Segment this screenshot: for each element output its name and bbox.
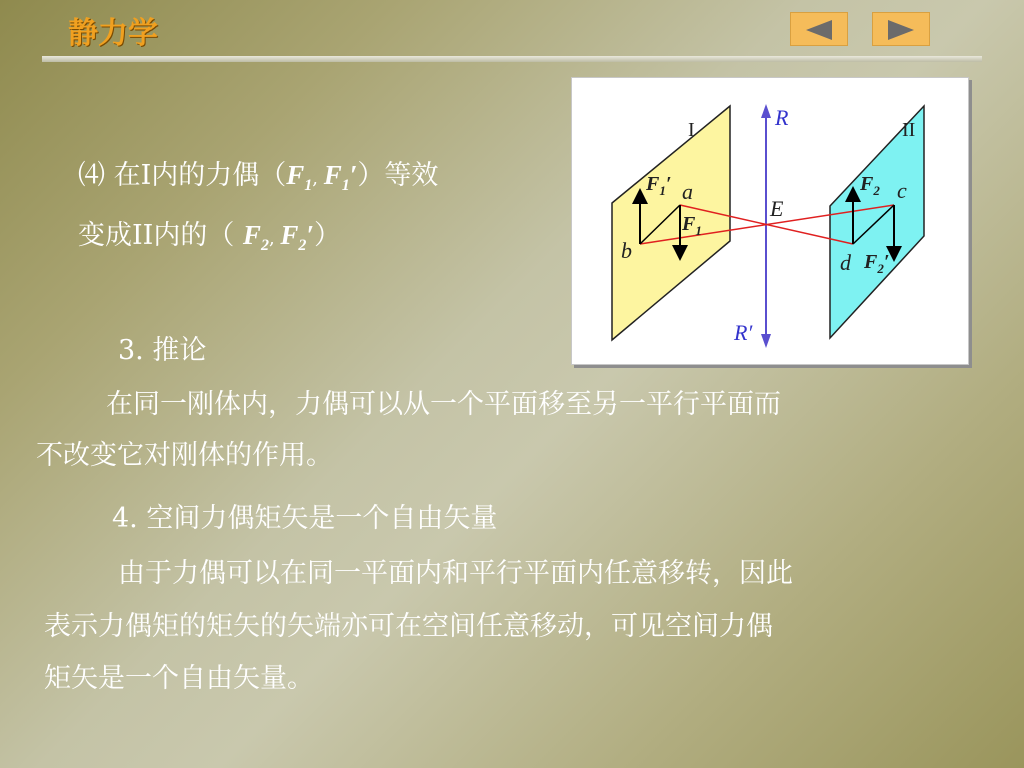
section3-heading: 3. 推论 <box>118 335 207 366</box>
next-button[interactable] <box>872 12 930 46</box>
section4-line1: 由于力偶可以在同一平面内和平行平面内任意移转，因此 <box>118 558 793 589</box>
force-couple-diagram <box>571 77 969 365</box>
right-triangle-icon <box>884 18 918 42</box>
previous-button[interactable] <box>790 12 848 46</box>
item4-line2 <box>78 216 341 265</box>
page-title: 静力学 <box>68 16 158 51</box>
f1-symbol: F <box>286 160 305 190</box>
c-label: c <box>897 178 907 203</box>
section3-line2: 不改变它对刚体的作用。 <box>36 440 333 471</box>
f2-prime-symbol: F <box>280 220 299 250</box>
axis-arrow-up <box>761 104 771 118</box>
R-prime-label: R′ <box>734 320 753 345</box>
f1-subscript: 1 <box>304 177 313 194</box>
F2-label: $F_2$ <box>860 173 880 198</box>
d-label: d <box>840 250 851 275</box>
item4-line2-prefix: 变成II内的（ <box>78 220 243 251</box>
item4-line1 <box>78 156 438 205</box>
separator: , <box>268 228 281 249</box>
F2-prime-label: $F_2'$ <box>864 251 890 276</box>
a-label: a <box>682 179 693 204</box>
item4-line2-suffix: ） <box>314 220 341 251</box>
section3-line1: 在同一刚体内，力偶可以从一个平面移至另一平行平面而 <box>106 389 781 420</box>
F1-prime-label: $F_1'$ <box>646 173 672 198</box>
f1-prime-symbol: F <box>323 160 342 190</box>
prime-mark: ′ <box>349 160 358 190</box>
f2-subscript: 2 <box>260 237 269 254</box>
plane-2-label: II <box>902 119 916 141</box>
separator: , <box>312 168 324 189</box>
b-label: b <box>621 238 632 263</box>
axis-arrow-down <box>761 334 771 348</box>
R-label: R <box>775 105 789 130</box>
plane-1-label: I <box>688 119 695 141</box>
diagram-svg <box>572 78 968 364</box>
section4-line2: 表示力偶矩的矩矢的矢端亦可在空间任意移动，可见空间力偶 <box>44 611 773 642</box>
item4-suffix: ）等效 <box>357 160 439 191</box>
section4-heading: 4. 空间力偶矩矢是一个自由矢量 <box>112 503 498 534</box>
E-label: E <box>770 196 784 221</box>
prime-mark: ′ <box>306 220 314 250</box>
plane-1 <box>612 106 730 340</box>
item4-prefix: ⑷ 在I内的力偶（ <box>78 160 287 191</box>
section4-line3: 矩矢是一个自由矢量。 <box>44 663 314 694</box>
left-triangle-icon <box>802 18 836 42</box>
header-divider <box>42 56 982 62</box>
f1-prime-subscript: 1 <box>341 177 350 194</box>
f2-symbol: F <box>242 220 261 250</box>
f2-prime-subscript: 2 <box>298 237 307 254</box>
F1-label: $F_1$ <box>682 213 702 238</box>
